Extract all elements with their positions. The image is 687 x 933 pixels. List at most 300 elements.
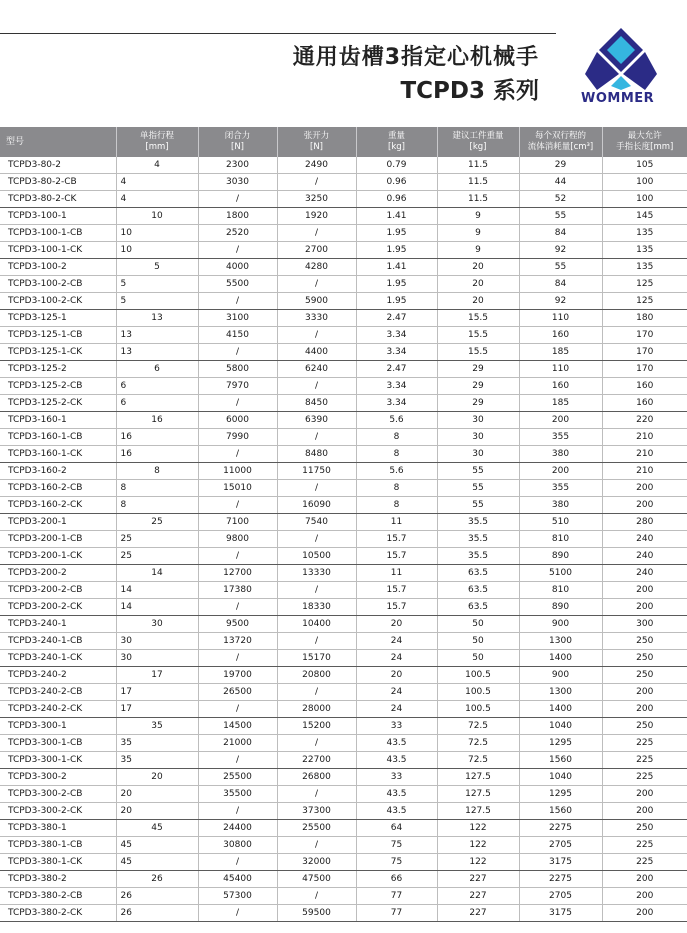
cell-opening-force: 47500: [277, 871, 356, 888]
cell-opening-force: 6240: [277, 361, 356, 378]
cell-closing-force: /: [198, 395, 277, 412]
cell-model: TCPD3-380-2-CB: [0, 888, 116, 905]
col-header-max-finger-length: 最大允许 手指长度[mm]: [602, 127, 687, 157]
cell-opening-force: 2490: [277, 157, 356, 174]
cell-workpiece-weight: 63.5: [437, 582, 519, 599]
table-row: [0, 582, 687, 599]
cell-opening-force: 8450: [277, 395, 356, 412]
cell-weight: 0.96: [356, 191, 437, 208]
cell-stroke: 45: [116, 820, 198, 837]
cell-max-finger-length: 160: [602, 378, 687, 395]
cell-opening-force: /: [277, 378, 356, 395]
cell-weight: 1.95: [356, 293, 437, 310]
table-row: [0, 276, 687, 293]
cell-model: TCPD3-100-1-CB: [0, 225, 116, 242]
col-header-workpiece-weight: 建议工件重量 [kg]: [437, 127, 519, 157]
cell-stroke: 30: [116, 650, 198, 667]
cell-fluid-consumption: 2705: [519, 888, 602, 905]
cell-opening-force: /: [277, 327, 356, 344]
cell-stroke: 45: [116, 837, 198, 854]
cell-fluid-consumption: 1560: [519, 803, 602, 820]
cell-closing-force: 17380: [198, 582, 277, 599]
table-row: [0, 344, 687, 361]
cell-max-finger-length: 200: [602, 803, 687, 820]
cell-max-finger-length: 135: [602, 242, 687, 259]
cell-fluid-consumption: 380: [519, 446, 602, 463]
cell-closing-force: 9500: [198, 616, 277, 633]
cell-workpiece-weight: 72.5: [437, 735, 519, 752]
cell-opening-force: /: [277, 276, 356, 293]
cell-stroke: 20: [116, 803, 198, 820]
page-title: 通用齿槽3指定心机械手: [292, 45, 539, 70]
cell-workpiece-weight: 9: [437, 225, 519, 242]
cell-stroke: 20: [116, 786, 198, 803]
table-row: [0, 225, 687, 242]
cell-weight: 43.5: [356, 803, 437, 820]
cell-closing-force: 7990: [198, 429, 277, 446]
table-row: [0, 429, 687, 446]
cell-weight: 8: [356, 480, 437, 497]
cell-opening-force: /: [277, 786, 356, 803]
cell-max-finger-length: 250: [602, 820, 687, 837]
cell-workpiece-weight: 100.5: [437, 667, 519, 684]
cell-model: TCPD3-380-1: [0, 820, 116, 837]
cell-opening-force: /: [277, 837, 356, 854]
cell-workpiece-weight: 55: [437, 463, 519, 480]
cell-fluid-consumption: 84: [519, 276, 602, 293]
cell-stroke: 26: [116, 905, 198, 922]
cell-opening-force: 6390: [277, 412, 356, 429]
cell-opening-force: 20800: [277, 667, 356, 684]
cell-opening-force: /: [277, 480, 356, 497]
table-row: [0, 157, 687, 174]
cell-stroke: 17: [116, 667, 198, 684]
cell-workpiece-weight: 50: [437, 633, 519, 650]
col-header-stroke: 单指行程 [mm]: [116, 127, 198, 157]
cell-max-finger-length: 200: [602, 888, 687, 905]
cell-workpiece-weight: 35.5: [437, 514, 519, 531]
cell-workpiece-weight: 20: [437, 259, 519, 276]
cell-model: TCPD3-160-2: [0, 463, 116, 480]
cell-model: TCPD3-240-1-CB: [0, 633, 116, 650]
cell-stroke: 8: [116, 480, 198, 497]
cell-fluid-consumption: 2275: [519, 871, 602, 888]
cell-fluid-consumption: 185: [519, 344, 602, 361]
cell-workpiece-weight: 122: [437, 820, 519, 837]
cell-workpiece-weight: 72.5: [437, 752, 519, 769]
table-row: [0, 259, 687, 276]
cell-opening-force: 13330: [277, 565, 356, 582]
cell-fluid-consumption: 52: [519, 191, 602, 208]
cell-weight: 1.41: [356, 208, 437, 225]
cell-fluid-consumption: 510: [519, 514, 602, 531]
cell-fluid-consumption: 200: [519, 463, 602, 480]
cell-fluid-consumption: 1295: [519, 735, 602, 752]
cell-model: TCPD3-80-2: [0, 157, 116, 174]
table-row: [0, 378, 687, 395]
cell-weight: 8: [356, 497, 437, 514]
cell-weight: 3.34: [356, 395, 437, 412]
cell-opening-force: 26800: [277, 769, 356, 786]
cell-workpiece-weight: 29: [437, 361, 519, 378]
table-row: [0, 769, 687, 786]
cell-model: TCPD3-125-1-CK: [0, 344, 116, 361]
cell-fluid-consumption: 1300: [519, 684, 602, 701]
cell-opening-force: /: [277, 684, 356, 701]
cell-fluid-consumption: 160: [519, 327, 602, 344]
cell-max-finger-length: 240: [602, 531, 687, 548]
cell-closing-force: 11000: [198, 463, 277, 480]
cell-closing-force: 4150: [198, 327, 277, 344]
cell-opening-force: /: [277, 735, 356, 752]
cell-weight: 8: [356, 429, 437, 446]
cell-stroke: 35: [116, 735, 198, 752]
table-row: [0, 633, 687, 650]
cell-closing-force: 1800: [198, 208, 277, 225]
cell-weight: 24: [356, 633, 437, 650]
cell-stroke: 8: [116, 463, 198, 480]
cell-closing-force: 2300: [198, 157, 277, 174]
cell-weight: 0.79: [356, 157, 437, 174]
table-row: [0, 854, 687, 871]
cell-workpiece-weight: 35.5: [437, 548, 519, 565]
cell-model: TCPD3-80-2-CK: [0, 191, 116, 208]
cell-workpiece-weight: 9: [437, 208, 519, 225]
cell-closing-force: /: [198, 905, 277, 922]
cell-fluid-consumption: 160: [519, 378, 602, 395]
cell-model: TCPD3-100-2: [0, 259, 116, 276]
cell-max-finger-length: 250: [602, 633, 687, 650]
cell-fluid-consumption: 890: [519, 599, 602, 616]
cell-fluid-consumption: 84: [519, 225, 602, 242]
cell-model: TCPD3-125-1: [0, 310, 116, 327]
cell-workpiece-weight: 127.5: [437, 803, 519, 820]
cell-max-finger-length: 170: [602, 361, 687, 378]
cell-weight: 11: [356, 514, 437, 531]
cell-workpiece-weight: 63.5: [437, 565, 519, 582]
cell-model: TCPD3-125-2-CB: [0, 378, 116, 395]
cell-fluid-consumption: 1400: [519, 650, 602, 667]
cell-fluid-consumption: 1295: [519, 786, 602, 803]
cell-fluid-consumption: 2705: [519, 837, 602, 854]
cell-opening-force: 10400: [277, 616, 356, 633]
cell-weight: 24: [356, 684, 437, 701]
cell-model: TCPD3-200-2-CB: [0, 582, 116, 599]
cell-fluid-consumption: 810: [519, 531, 602, 548]
cell-opening-force: 3250: [277, 191, 356, 208]
cell-max-finger-length: 170: [602, 344, 687, 361]
cell-closing-force: 13720: [198, 633, 277, 650]
cell-closing-force: 26500: [198, 684, 277, 701]
cell-closing-force: /: [198, 548, 277, 565]
cell-model: TCPD3-300-1-CB: [0, 735, 116, 752]
cell-fluid-consumption: 44: [519, 174, 602, 191]
cell-weight: 20: [356, 667, 437, 684]
cell-closing-force: 9800: [198, 531, 277, 548]
cell-closing-force: 14500: [198, 718, 277, 735]
cell-weight: 43.5: [356, 735, 437, 752]
cell-stroke: 45: [116, 854, 198, 871]
table-row: [0, 548, 687, 565]
cell-max-finger-length: 100: [602, 174, 687, 191]
cell-fluid-consumption: 29: [519, 157, 602, 174]
cell-opening-force: 25500: [277, 820, 356, 837]
cell-max-finger-length: 210: [602, 446, 687, 463]
cell-closing-force: 35500: [198, 786, 277, 803]
cell-opening-force: 15170: [277, 650, 356, 667]
cell-fluid-consumption: 5100: [519, 565, 602, 582]
cell-max-finger-length: 160: [602, 395, 687, 412]
cell-opening-force: 16090: [277, 497, 356, 514]
cell-workpiece-weight: 72.5: [437, 718, 519, 735]
cell-opening-force: 37300: [277, 803, 356, 820]
cell-closing-force: 7970: [198, 378, 277, 395]
table-row: [0, 565, 687, 582]
cell-weight: 3.34: [356, 327, 437, 344]
table-row: [0, 888, 687, 905]
cell-opening-force: 28000: [277, 701, 356, 718]
cell-weight: 0.96: [356, 174, 437, 191]
header-rule: [0, 33, 556, 34]
cell-opening-force: /: [277, 888, 356, 905]
cell-fluid-consumption: 1400: [519, 701, 602, 718]
cell-workpiece-weight: 50: [437, 650, 519, 667]
cell-fluid-consumption: 55: [519, 259, 602, 276]
table-row: [0, 446, 687, 463]
cell-fluid-consumption: 380: [519, 497, 602, 514]
cell-model: TCPD3-160-1-CB: [0, 429, 116, 446]
cell-max-finger-length: 280: [602, 514, 687, 531]
table-row: [0, 752, 687, 769]
cell-max-finger-length: 200: [602, 786, 687, 803]
cell-stroke: 17: [116, 684, 198, 701]
table-row: [0, 242, 687, 259]
table-row: [0, 786, 687, 803]
cell-stroke: 26: [116, 871, 198, 888]
cell-fluid-consumption: 92: [519, 293, 602, 310]
table-row: [0, 837, 687, 854]
col-header-weight: 重量 [kg]: [356, 127, 437, 157]
cell-max-finger-length: 200: [602, 701, 687, 718]
cell-opening-force: 8480: [277, 446, 356, 463]
cell-workpiece-weight: 11.5: [437, 157, 519, 174]
cell-max-finger-length: 200: [602, 871, 687, 888]
cell-stroke: 8: [116, 497, 198, 514]
cell-max-finger-length: 105: [602, 157, 687, 174]
cell-opening-force: 15200: [277, 718, 356, 735]
cell-weight: 66: [356, 871, 437, 888]
cell-max-finger-length: 250: [602, 667, 687, 684]
table-body: [0, 157, 687, 922]
cell-stroke: 25: [116, 531, 198, 548]
col-header-opening-force: 张开力 [N]: [277, 127, 356, 157]
cell-model: TCPD3-100-2-CB: [0, 276, 116, 293]
cell-stroke: 17: [116, 701, 198, 718]
cell-workpiece-weight: 122: [437, 837, 519, 854]
cell-stroke: 16: [116, 412, 198, 429]
cell-weight: 15.7: [356, 582, 437, 599]
cell-model: TCPD3-300-1-CK: [0, 752, 116, 769]
cell-closing-force: 24400: [198, 820, 277, 837]
cell-fluid-consumption: 355: [519, 480, 602, 497]
cell-workpiece-weight: 30: [437, 429, 519, 446]
cell-closing-force: /: [198, 854, 277, 871]
cell-weight: 8: [356, 446, 437, 463]
cell-weight: 1.95: [356, 242, 437, 259]
cell-closing-force: 5800: [198, 361, 277, 378]
cell-workpiece-weight: 227: [437, 905, 519, 922]
cell-opening-force: 4280: [277, 259, 356, 276]
cell-weight: 77: [356, 905, 437, 922]
cell-closing-force: 19700: [198, 667, 277, 684]
cell-fluid-consumption: 55: [519, 208, 602, 225]
cell-stroke: 35: [116, 752, 198, 769]
col-header-model: 型号: [0, 127, 116, 157]
cell-fluid-consumption: 900: [519, 616, 602, 633]
cell-model: TCPD3-240-2-CK: [0, 701, 116, 718]
cell-max-finger-length: 225: [602, 837, 687, 854]
cell-max-finger-length: 180: [602, 310, 687, 327]
table-row: [0, 531, 687, 548]
cell-stroke: 30: [116, 616, 198, 633]
cell-model: TCPD3-300-2-CB: [0, 786, 116, 803]
cell-model: TCPD3-160-1: [0, 412, 116, 429]
table-row: [0, 208, 687, 225]
table-header-row: [0, 127, 687, 157]
cell-weight: 24: [356, 650, 437, 667]
cell-model: TCPD3-160-1-CK: [0, 446, 116, 463]
cell-opening-force: 59500: [277, 905, 356, 922]
cell-workpiece-weight: 11.5: [437, 174, 519, 191]
cell-stroke: 16: [116, 429, 198, 446]
table-row: [0, 174, 687, 191]
cell-weight: 77: [356, 888, 437, 905]
cell-stroke: 14: [116, 599, 198, 616]
cell-max-finger-length: 170: [602, 327, 687, 344]
cell-closing-force: 25500: [198, 769, 277, 786]
table-row: [0, 327, 687, 344]
cell-closing-force: 4000: [198, 259, 277, 276]
cell-max-finger-length: 125: [602, 293, 687, 310]
cell-closing-force: /: [198, 344, 277, 361]
cell-max-finger-length: 135: [602, 225, 687, 242]
cell-stroke: 25: [116, 514, 198, 531]
cell-opening-force: 3330: [277, 310, 356, 327]
cell-weight: 2.47: [356, 361, 437, 378]
brand-name: WOMMER: [581, 91, 655, 106]
cell-stroke: 10: [116, 242, 198, 259]
cell-model: TCPD3-300-1: [0, 718, 116, 735]
cell-closing-force: /: [198, 701, 277, 718]
cell-opening-force: /: [277, 429, 356, 446]
table-row: [0, 395, 687, 412]
cell-closing-force: 12700: [198, 565, 277, 582]
cell-stroke: 13: [116, 310, 198, 327]
cell-workpiece-weight: 127.5: [437, 769, 519, 786]
cell-stroke: 4: [116, 191, 198, 208]
cell-max-finger-length: 200: [602, 905, 687, 922]
cell-stroke: 5: [116, 259, 198, 276]
cell-weight: 5.6: [356, 463, 437, 480]
table-row: [0, 463, 687, 480]
cell-opening-force: /: [277, 633, 356, 650]
cell-weight: 43.5: [356, 786, 437, 803]
cell-max-finger-length: 135: [602, 259, 687, 276]
cell-workpiece-weight: 29: [437, 395, 519, 412]
cell-fluid-consumption: 355: [519, 429, 602, 446]
cell-workpiece-weight: 63.5: [437, 599, 519, 616]
cell-workpiece-weight: 20: [437, 293, 519, 310]
cell-workpiece-weight: 50: [437, 616, 519, 633]
cell-closing-force: /: [198, 752, 277, 769]
cell-stroke: 4: [116, 157, 198, 174]
cell-stroke: 4: [116, 174, 198, 191]
cell-model: TCPD3-200-1: [0, 514, 116, 531]
cell-workpiece-weight: 127.5: [437, 786, 519, 803]
cell-workpiece-weight: 100.5: [437, 701, 519, 718]
cell-max-finger-length: 200: [602, 582, 687, 599]
cell-model: TCPD3-240-1: [0, 616, 116, 633]
cell-model: TCPD3-200-1-CB: [0, 531, 116, 548]
cell-closing-force: /: [198, 191, 277, 208]
cell-closing-force: 57300: [198, 888, 277, 905]
cell-fluid-consumption: 92: [519, 242, 602, 259]
cell-workpiece-weight: 227: [437, 888, 519, 905]
cell-model: TCPD3-200-1-CK: [0, 548, 116, 565]
cell-model: TCPD3-300-2: [0, 769, 116, 786]
cell-closing-force: 2520: [198, 225, 277, 242]
cell-fluid-consumption: 2275: [519, 820, 602, 837]
cell-model: TCPD3-160-2-CB: [0, 480, 116, 497]
cell-model: TCPD3-200-2: [0, 565, 116, 582]
cell-stroke: 10: [116, 225, 198, 242]
cell-max-finger-length: 225: [602, 735, 687, 752]
cell-max-finger-length: 200: [602, 480, 687, 497]
cell-fluid-consumption: 1300: [519, 633, 602, 650]
cell-weight: 15.7: [356, 531, 437, 548]
cell-max-finger-length: 200: [602, 497, 687, 514]
cell-opening-force: /: [277, 531, 356, 548]
cell-model: TCPD3-240-2-CB: [0, 684, 116, 701]
cell-closing-force: 15010: [198, 480, 277, 497]
table-row: [0, 310, 687, 327]
cell-closing-force: /: [198, 446, 277, 463]
cell-max-finger-length: 220: [602, 412, 687, 429]
table-row: [0, 412, 687, 429]
table-row: [0, 616, 687, 633]
cell-opening-force: 7540: [277, 514, 356, 531]
cell-model: TCPD3-240-1-CK: [0, 650, 116, 667]
cell-max-finger-length: 225: [602, 769, 687, 786]
cell-weight: 33: [356, 769, 437, 786]
cell-workpiece-weight: 227: [437, 871, 519, 888]
cell-opening-force: 11750: [277, 463, 356, 480]
cell-closing-force: 45400: [198, 871, 277, 888]
table-row: [0, 191, 687, 208]
cell-closing-force: 3030: [198, 174, 277, 191]
cell-closing-force: 6000: [198, 412, 277, 429]
cell-weight: 20: [356, 616, 437, 633]
cell-stroke: 35: [116, 718, 198, 735]
table-row: [0, 735, 687, 752]
cell-closing-force: /: [198, 497, 277, 514]
table-row: [0, 497, 687, 514]
cell-weight: 15.7: [356, 548, 437, 565]
cell-weight: 33: [356, 718, 437, 735]
cell-fluid-consumption: 185: [519, 395, 602, 412]
cell-weight: 5.6: [356, 412, 437, 429]
cell-workpiece-weight: 9: [437, 242, 519, 259]
